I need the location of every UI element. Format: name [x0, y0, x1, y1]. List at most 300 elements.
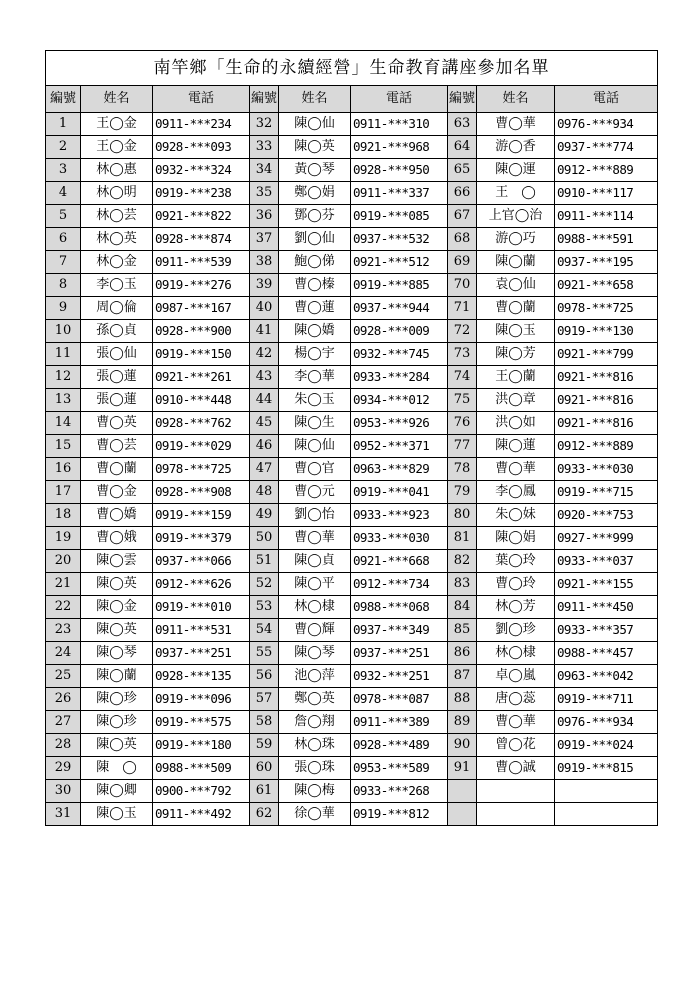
entry-phone: 0928-***762	[153, 412, 250, 435]
table-row	[46, 688, 658, 711]
entry-name: 池◯萍	[279, 665, 351, 688]
entry-phone: 0921-***816	[555, 412, 658, 435]
entry-name: 張◯蓮	[81, 389, 153, 412]
page-title: 南竿鄉「生命的永續經營」生命教育講座參加名單	[46, 51, 658, 86]
entry-phone: 0937-***195	[555, 251, 658, 274]
entry-name: 陳◯運	[477, 159, 555, 182]
header-name: 姓名	[279, 86, 351, 113]
entry-num: 83	[448, 573, 477, 596]
entry-phone: 0987-***167	[153, 297, 250, 320]
entry-phone: 0928-***950	[351, 159, 448, 182]
entry-num: 56	[250, 665, 279, 688]
entry-phone: 0910-***448	[153, 389, 250, 412]
entry-num: 58	[250, 711, 279, 734]
entry-num: 24	[46, 642, 81, 665]
entry-num: 79	[448, 481, 477, 504]
entry-name: 陳◯仙	[279, 113, 351, 136]
entry-num: 16	[46, 458, 81, 481]
entry-num: 1	[46, 113, 81, 136]
entry-phone: 0937-***944	[351, 297, 448, 320]
entry-name: 曹◯輝	[279, 619, 351, 642]
entry-num: 52	[250, 573, 279, 596]
entry-phone: 0953-***926	[351, 412, 448, 435]
entry-phone: 0937-***066	[153, 550, 250, 573]
entry-name: 陳◯芳	[477, 343, 555, 366]
entry-num: 64	[448, 136, 477, 159]
entry-name: 洪◯如	[477, 412, 555, 435]
empty-cell	[555, 780, 658, 803]
entry-name: 陳◯玉	[477, 320, 555, 343]
entry-num: 18	[46, 504, 81, 527]
entry-phone: 0921-***822	[153, 205, 250, 228]
entry-phone: 0933-***037	[555, 550, 658, 573]
entry-name: 曾◯花	[477, 734, 555, 757]
entry-name: 曹◯蓮	[279, 297, 351, 320]
entry-name: 陳◯玉	[81, 803, 153, 826]
table-row	[46, 182, 658, 205]
entry-phone: 0933-***357	[555, 619, 658, 642]
entry-name: 洪◯章	[477, 389, 555, 412]
entry-phone: 0928-***489	[351, 734, 448, 757]
entry-name: 曹◯華	[477, 711, 555, 734]
entry-num: 21	[46, 573, 81, 596]
table-row	[46, 481, 658, 504]
entry-phone: 0919-***715	[555, 481, 658, 504]
entry-phone: 0933-***268	[351, 780, 448, 803]
entry-phone: 0919-***711	[555, 688, 658, 711]
entry-name: 李◯鳳	[477, 481, 555, 504]
entry-name: 鮑◯俤	[279, 251, 351, 274]
entry-phone: 0919-***159	[153, 504, 250, 527]
entry-phone: 0919-***180	[153, 734, 250, 757]
table-row	[46, 665, 658, 688]
entry-phone: 0963-***042	[555, 665, 658, 688]
entry-num: 44	[250, 389, 279, 412]
entry-num: 78	[448, 458, 477, 481]
entry-num: 15	[46, 435, 81, 458]
entry-name: 游◯巧	[477, 228, 555, 251]
entry-phone: 0988-***591	[555, 228, 658, 251]
entry-num: 85	[448, 619, 477, 642]
empty-cell	[477, 780, 555, 803]
entry-name: 王◯金	[81, 136, 153, 159]
entry-phone: 0921-***658	[555, 274, 658, 297]
entry-name: 鄭◯英	[279, 688, 351, 711]
entry-phone: 0912-***889	[555, 159, 658, 182]
entry-num: 11	[46, 343, 81, 366]
entry-name: 孫◯貞	[81, 320, 153, 343]
entry-num: 12	[46, 366, 81, 389]
header-num: 編號	[250, 86, 279, 113]
attendee-list-sheet	[45, 50, 658, 826]
entry-phone: 0919-***029	[153, 435, 250, 458]
entry-name: 楊◯宇	[279, 343, 351, 366]
entry-name: 陳 ◯	[81, 757, 153, 780]
table-row	[46, 205, 658, 228]
entry-name: 陳◯嬌	[279, 320, 351, 343]
entry-num: 25	[46, 665, 81, 688]
entry-name: 王◯金	[81, 113, 153, 136]
entry-num: 67	[448, 205, 477, 228]
attendee-table	[45, 50, 658, 826]
entry-phone: 0919-***238	[153, 182, 250, 205]
entry-phone: 0910-***117	[555, 182, 658, 205]
entry-num: 9	[46, 297, 81, 320]
entry-name: 詹◯翔	[279, 711, 351, 734]
empty-cell	[555, 803, 658, 826]
entry-num: 27	[46, 711, 81, 734]
table-row	[46, 435, 658, 458]
entry-num: 31	[46, 803, 81, 826]
entry-name: 游◯香	[477, 136, 555, 159]
attendee-rows	[46, 113, 658, 826]
entry-num: 70	[448, 274, 477, 297]
entry-name: 張◯仙	[81, 343, 153, 366]
entry-num: 62	[250, 803, 279, 826]
entry-name: 陳◯蘭	[81, 665, 153, 688]
entry-phone: 0911-***450	[555, 596, 658, 619]
entry-name: 張◯蓮	[81, 366, 153, 389]
entry-num: 43	[250, 366, 279, 389]
table-row	[46, 412, 658, 435]
table-row	[46, 619, 658, 642]
entry-name: 陳◯梅	[279, 780, 351, 803]
entry-name: 陳◯英	[279, 136, 351, 159]
entry-name: 周◯倫	[81, 297, 153, 320]
entry-num: 35	[250, 182, 279, 205]
entry-name: 李◯玉	[81, 274, 153, 297]
entry-name: 林◯英	[81, 228, 153, 251]
entry-name: 陳◯貞	[279, 550, 351, 573]
entry-num: 13	[46, 389, 81, 412]
header-num: 編號	[46, 86, 81, 113]
entry-num: 47	[250, 458, 279, 481]
table-row	[46, 274, 658, 297]
entry-phone: 0911-***234	[153, 113, 250, 136]
entry-num: 20	[46, 550, 81, 573]
entry-name: 陳◯珍	[81, 688, 153, 711]
entry-num: 4	[46, 182, 81, 205]
entry-num: 29	[46, 757, 81, 780]
table-row	[46, 642, 658, 665]
entry-name: 曹◯芸	[81, 435, 153, 458]
entry-name: 陳◯卿	[81, 780, 153, 803]
entry-num: 10	[46, 320, 81, 343]
entry-name: 劉◯仙	[279, 228, 351, 251]
entry-num: 46	[250, 435, 279, 458]
table-row	[46, 527, 658, 550]
entry-num: 74	[448, 366, 477, 389]
entry-name: 上官◯治	[477, 205, 555, 228]
entry-name: 陳◯珍	[81, 711, 153, 734]
entry-num: 17	[46, 481, 81, 504]
entry-phone: 0921-***512	[351, 251, 448, 274]
entry-name: 陳◯英	[81, 734, 153, 757]
entry-num: 42	[250, 343, 279, 366]
entry-phone: 0912-***626	[153, 573, 250, 596]
entry-num: 39	[250, 274, 279, 297]
table-row	[46, 297, 658, 320]
entry-phone: 0933-***030	[351, 527, 448, 550]
entry-name: 陳◯娟	[477, 527, 555, 550]
entry-name: 陳◯蘭	[477, 251, 555, 274]
header-phone: 電話	[351, 86, 448, 113]
entry-name: 朱◯玉	[279, 389, 351, 412]
entry-num: 54	[250, 619, 279, 642]
entry-phone: 0976-***934	[555, 711, 658, 734]
entry-phone: 0933-***030	[555, 458, 658, 481]
entry-phone: 0919-***085	[351, 205, 448, 228]
entry-num: 73	[448, 343, 477, 366]
table-row	[46, 159, 658, 182]
entry-name: 張◯珠	[279, 757, 351, 780]
entry-name: 曹◯娥	[81, 527, 153, 550]
table-row	[46, 780, 658, 803]
table-row	[46, 573, 658, 596]
entry-name: 陳◯琴	[81, 642, 153, 665]
entry-phone: 0919-***379	[153, 527, 250, 550]
header-phone: 電話	[153, 86, 250, 113]
entry-phone: 0921-***155	[555, 573, 658, 596]
entry-phone: 0928-***135	[153, 665, 250, 688]
entry-num: 38	[250, 251, 279, 274]
entry-phone: 0928-***009	[351, 320, 448, 343]
entry-num: 87	[448, 665, 477, 688]
entry-num: 23	[46, 619, 81, 642]
entry-num: 53	[250, 596, 279, 619]
entry-phone: 0920-***753	[555, 504, 658, 527]
entry-phone: 0933-***923	[351, 504, 448, 527]
entry-num: 22	[46, 596, 81, 619]
entry-num: 34	[250, 159, 279, 182]
entry-phone: 0927-***999	[555, 527, 658, 550]
entry-num: 50	[250, 527, 279, 550]
empty-cell	[448, 803, 477, 826]
entry-num: 90	[448, 734, 477, 757]
entry-name: 林◯明	[81, 182, 153, 205]
entry-phone: 0919-***096	[153, 688, 250, 711]
entry-phone: 0978-***725	[153, 458, 250, 481]
empty-cell	[477, 803, 555, 826]
table-row	[46, 711, 658, 734]
entry-num: 28	[46, 734, 81, 757]
header-row	[46, 86, 658, 113]
entry-num: 86	[448, 642, 477, 665]
entry-num: 3	[46, 159, 81, 182]
entry-phone: 0937-***532	[351, 228, 448, 251]
entry-num: 68	[448, 228, 477, 251]
entry-phone: 0919-***815	[555, 757, 658, 780]
entry-phone: 0921-***968	[351, 136, 448, 159]
table-row	[46, 458, 658, 481]
entry-name: 曹◯官	[279, 458, 351, 481]
entry-phone: 0928-***908	[153, 481, 250, 504]
entry-phone: 0919-***276	[153, 274, 250, 297]
entry-num: 45	[250, 412, 279, 435]
entry-name: 王 ◯	[477, 182, 555, 205]
entry-name: 劉◯珍	[477, 619, 555, 642]
entry-num: 33	[250, 136, 279, 159]
entry-num: 32	[250, 113, 279, 136]
table-row	[46, 757, 658, 780]
entry-phone: 0919-***024	[555, 734, 658, 757]
table-row	[46, 343, 658, 366]
entry-num: 63	[448, 113, 477, 136]
entry-name: 曹◯金	[81, 481, 153, 504]
entry-phone: 0932-***251	[351, 665, 448, 688]
entry-num: 66	[448, 182, 477, 205]
table-row	[46, 228, 658, 251]
entry-phone: 0919-***885	[351, 274, 448, 297]
entry-phone: 0919-***812	[351, 803, 448, 826]
entry-phone: 0921-***668	[351, 550, 448, 573]
entry-phone: 0921-***261	[153, 366, 250, 389]
entry-num: 89	[448, 711, 477, 734]
header-name: 姓名	[81, 86, 153, 113]
header-num: 編號	[448, 86, 477, 113]
entry-phone: 0928-***874	[153, 228, 250, 251]
entry-name: 陳◯仙	[279, 435, 351, 458]
entry-name: 唐◯蕊	[477, 688, 555, 711]
entry-phone: 0937-***774	[555, 136, 658, 159]
entry-name: 陳◯英	[81, 573, 153, 596]
entry-name: 曹◯嬌	[81, 504, 153, 527]
entry-phone: 0933-***284	[351, 366, 448, 389]
table-row	[46, 320, 658, 343]
empty-cell	[448, 780, 477, 803]
entry-name: 陳◯金	[81, 596, 153, 619]
entry-num: 49	[250, 504, 279, 527]
entry-name: 鄧◯芬	[279, 205, 351, 228]
entry-name: 曹◯榛	[279, 274, 351, 297]
entry-name: 曹◯玲	[477, 573, 555, 596]
entry-name: 曹◯元	[279, 481, 351, 504]
entry-num: 61	[250, 780, 279, 803]
entry-phone: 0911-***492	[153, 803, 250, 826]
entry-phone: 0934-***012	[351, 389, 448, 412]
entry-phone: 0932-***324	[153, 159, 250, 182]
entry-phone: 0937-***251	[351, 642, 448, 665]
entry-num: 26	[46, 688, 81, 711]
entry-name: 卓◯嵐	[477, 665, 555, 688]
entry-name: 林◯棣	[477, 642, 555, 665]
entry-name: 曹◯華	[477, 458, 555, 481]
entry-num: 2	[46, 136, 81, 159]
table-row	[46, 734, 658, 757]
table-row	[46, 596, 658, 619]
entry-phone: 0988-***509	[153, 757, 250, 780]
entry-name: 葉◯玲	[477, 550, 555, 573]
table-row	[46, 251, 658, 274]
entry-phone: 0919-***150	[153, 343, 250, 366]
entry-num: 76	[448, 412, 477, 435]
entry-name: 李◯華	[279, 366, 351, 389]
entry-num: 82	[448, 550, 477, 573]
entry-num: 65	[448, 159, 477, 182]
entry-num: 77	[448, 435, 477, 458]
entry-name: 林◯芳	[477, 596, 555, 619]
entry-phone: 0932-***745	[351, 343, 448, 366]
entry-num: 88	[448, 688, 477, 711]
entry-name: 鄭◯娟	[279, 182, 351, 205]
entry-phone: 0988-***068	[351, 596, 448, 619]
header-phone: 電話	[555, 86, 658, 113]
entry-num: 5	[46, 205, 81, 228]
entry-name: 黃◯琴	[279, 159, 351, 182]
entry-phone: 0937-***251	[153, 642, 250, 665]
entry-phone: 0919-***041	[351, 481, 448, 504]
entry-phone: 0911-***539	[153, 251, 250, 274]
table-row	[46, 136, 658, 159]
entry-num: 91	[448, 757, 477, 780]
entry-phone: 0978-***725	[555, 297, 658, 320]
entry-name: 曹◯蘭	[477, 297, 555, 320]
entry-phone: 0911-***531	[153, 619, 250, 642]
entry-phone: 0963-***829	[351, 458, 448, 481]
entry-num: 48	[250, 481, 279, 504]
entry-num: 80	[448, 504, 477, 527]
entry-phone: 0928-***093	[153, 136, 250, 159]
entry-phone: 0952-***371	[351, 435, 448, 458]
table-row	[46, 389, 658, 412]
header-name: 姓名	[477, 86, 555, 113]
table-row	[46, 504, 658, 527]
entry-name: 陳◯蓮	[477, 435, 555, 458]
entry-num: 51	[250, 550, 279, 573]
entry-name: 林◯珠	[279, 734, 351, 757]
entry-num: 36	[250, 205, 279, 228]
entry-num: 57	[250, 688, 279, 711]
entry-num: 7	[46, 251, 81, 274]
entry-phone: 0911-***389	[351, 711, 448, 734]
entry-name: 林◯惠	[81, 159, 153, 182]
entry-name: 陳◯英	[81, 619, 153, 642]
entry-num: 59	[250, 734, 279, 757]
entry-name: 朱◯妹	[477, 504, 555, 527]
entry-name: 林◯金	[81, 251, 153, 274]
entry-name: 曹◯誠	[477, 757, 555, 780]
entry-name: 陳◯生	[279, 412, 351, 435]
entry-name: 陳◯平	[279, 573, 351, 596]
entry-num: 40	[250, 297, 279, 320]
entry-name: 曹◯英	[81, 412, 153, 435]
entry-name: 曹◯蘭	[81, 458, 153, 481]
entry-phone: 0900-***792	[153, 780, 250, 803]
entry-num: 72	[448, 320, 477, 343]
entry-name: 陳◯琴	[279, 642, 351, 665]
entry-num: 14	[46, 412, 81, 435]
entry-phone: 0911-***310	[351, 113, 448, 136]
entry-phone: 0919-***130	[555, 320, 658, 343]
table-row	[46, 550, 658, 573]
entry-phone: 0911-***114	[555, 205, 658, 228]
table-row	[46, 803, 658, 826]
entry-num: 37	[250, 228, 279, 251]
entry-name: 陳◯雲	[81, 550, 153, 573]
entry-name: 劉◯怡	[279, 504, 351, 527]
entry-phone: 0911-***337	[351, 182, 448, 205]
entry-name: 林◯芸	[81, 205, 153, 228]
entry-num: 6	[46, 228, 81, 251]
entry-name: 王◯蘭	[477, 366, 555, 389]
entry-phone: 0928-***900	[153, 320, 250, 343]
entry-num: 41	[250, 320, 279, 343]
entry-num: 30	[46, 780, 81, 803]
entry-phone: 0937-***349	[351, 619, 448, 642]
entry-phone: 0912-***734	[351, 573, 448, 596]
entry-phone: 0912-***889	[555, 435, 658, 458]
entry-num: 60	[250, 757, 279, 780]
